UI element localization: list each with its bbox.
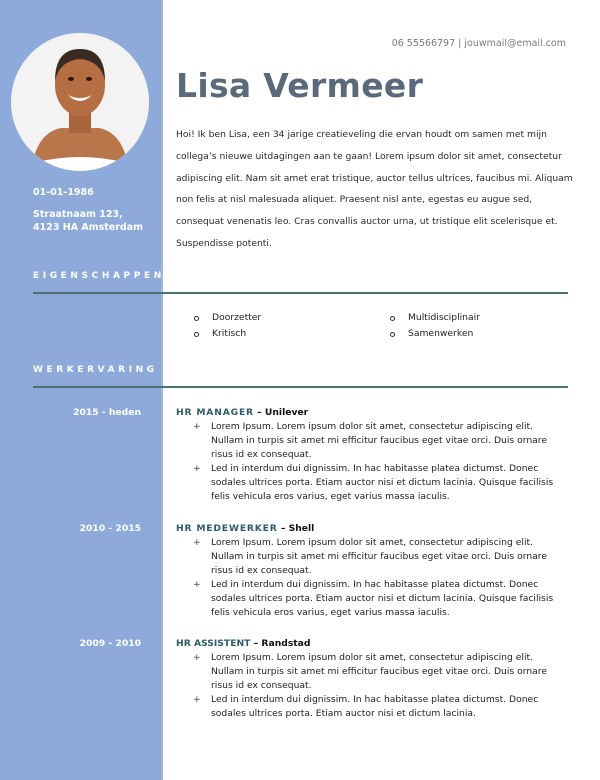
address-line-2: 4123 HA Amsterdam	[33, 222, 144, 233]
trait-item: Kritisch	[192, 326, 261, 342]
section-title-experience: WERKERVARING	[33, 365, 158, 375]
job-bullets	[176, 651, 566, 721]
job-period: 2010 - 2015	[79, 523, 141, 534]
trait-item: Multidisciplinair	[388, 310, 480, 326]
profile-photo	[11, 33, 149, 171]
intro-paragraph: Hoi! Ik ben Lisa, een 34 jarige creatieveling die ervan houdt om samen met mijn collega’s nieuwe uitdagingen aan te gaan! Lorem ipsum dolor sit amet, consectetur adipiscing elit. Nam sit amet erat tristique, auctor tellus ultrices, faucibus mi. Aliquam non felis at nisl malesuada aliquet. Praesent nisl ante, egestas eu augue sed, consequat venenatis leo. Cras convallis auctor urna, ut tristique elit scelerisque et. Suspendisse potenti.	[176, 129, 573, 249]
traits-list-left	[192, 310, 261, 342]
portrait-image	[11, 33, 149, 171]
plus-bullet-icon: +	[193, 694, 201, 705]
job-period: 2015 - heden	[73, 407, 141, 418]
job-title	[176, 638, 310, 649]
trait-item: Doorzetter	[192, 310, 261, 326]
birthdate: 01-01-1986	[33, 187, 94, 198]
job-company: – Randstad	[250, 638, 311, 649]
address-line-1: Straatnaam 123,	[33, 209, 123, 220]
plus-bullet-icon: +	[193, 579, 201, 590]
job-role: HR MEDEWERKER	[176, 523, 278, 534]
page-title: Lisa Vermeer	[176, 66, 424, 105]
bullet-text: Led in interdum dui dignissim. In hac habitasse platea dictumst. Donec sodales ultrices porta. Etiam auctor nisi et dictum lacinia. Quisque facilisis felis vehicula eros varius, eget varius massa iaculis.	[211, 463, 554, 502]
job-company: – Shell	[277, 523, 315, 534]
contact-info: 06 55566797 | jouwmail@email.com	[391, 38, 566, 49]
job-title	[176, 523, 314, 534]
job-bullet	[176, 651, 566, 693]
job-period: 2009 - 2010	[79, 638, 141, 649]
bullet-text: Lorem Ipsum. Lorem ipsum dolor sit amet, consectetur adipiscing elit. Nullam in turpis sit amet mi efficitur faucibus eget vitae orci. Duis ornare risus id ex consequat.	[211, 652, 548, 691]
job-bullet	[176, 578, 566, 620]
plus-bullet-icon: +	[193, 421, 201, 432]
bullet-text: Lorem Ipsum. Lorem ipsum dolor sit amet, consectetur adipiscing elit. Nullam in turpis sit amet mi efficitur faucibus eget vitae orci. Duis ornare risus id ex consequat.	[211, 421, 548, 460]
job-bullet	[176, 536, 566, 578]
divider	[33, 386, 568, 388]
plus-bullet-icon: +	[193, 652, 201, 663]
plus-bullet-icon: +	[193, 463, 201, 474]
job-bullets	[176, 420, 566, 504]
section-title-traits: EIGENSCHAPPEN	[33, 271, 165, 281]
bullet-text: Lorem Ipsum. Lorem ipsum dolor sit amet, consectetur adipiscing elit. Nullam in turpis sit amet mi efficitur faucibus eget vitae orci. Duis ornare risus id ex consequat.	[211, 537, 548, 576]
divider	[33, 292, 568, 294]
traits-list-right	[388, 310, 480, 342]
bullet-text: Led in interdum dui dignissim. In hac habitasse platea dictumst. Donec sodales ultrices porta. Etiam auctor nisi et dictum lacinia. Quisque facilisis felis vehicula eros varius, eget varius massa iaculis.	[211, 579, 554, 618]
bullet-text: Led in interdum dui dignissim. In hac habitasse platea dictumst. Donec sodales ultrices porta. Etiam auctor nisi et dictum lacinia.	[211, 694, 539, 719]
job-bullet	[176, 420, 566, 462]
job-bullet	[176, 462, 566, 504]
job-bullet	[176, 693, 566, 721]
plus-bullet-icon: +	[193, 537, 201, 548]
job-company: – Unilever	[253, 407, 309, 418]
job-title	[176, 407, 308, 418]
job-role: HR MANAGER	[176, 407, 254, 418]
job-role: HR ASSISTENT	[176, 638, 251, 649]
job-bullets	[176, 536, 566, 620]
trait-item: Samenwerken	[388, 326, 480, 342]
